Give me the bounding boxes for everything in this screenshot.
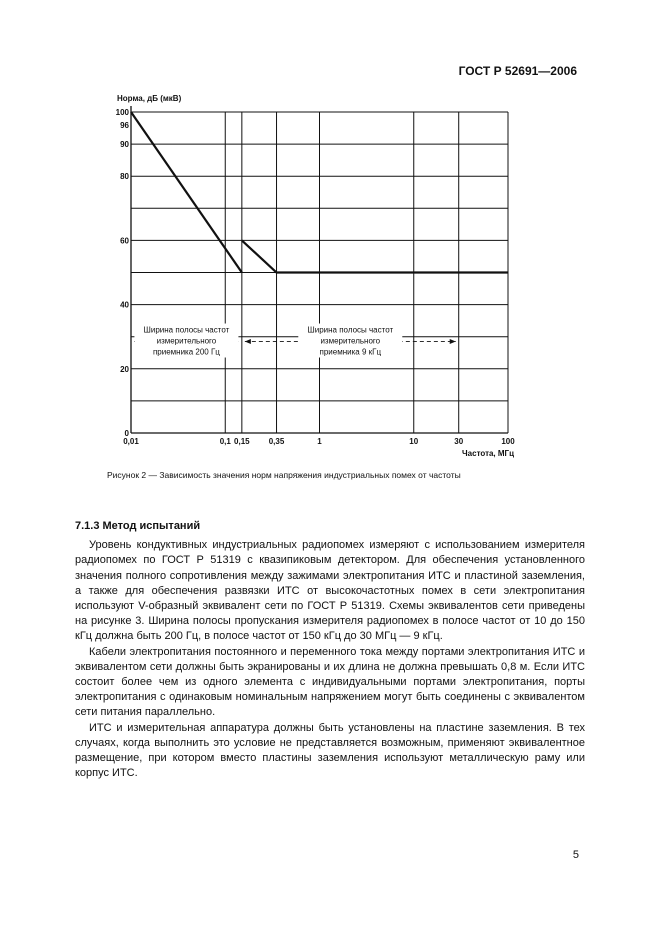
y-tick-label: 90 xyxy=(120,140,129,150)
page-number: 5 xyxy=(572,849,579,861)
paragraph: Кабели электропитания постоянного и переменного тока между портами электропитания ИТС и эквивалентом сети должны быть экранированы и их длина не должна превышать 0,8 м. Если ИТС состоит более чем из одного элемента с индивидуальными портами электропитания, порты электропитания с одинаковым номинальным напряжением могут быть соединены с эквивалентом сети питания параллельно. xyxy=(75,645,585,719)
section-7-1-3 xyxy=(75,519,585,781)
y-tick-label: 80 xyxy=(120,172,129,182)
y-tick-label: 20 xyxy=(120,364,129,374)
x-axis-label: Частота, МГц xyxy=(462,449,514,458)
paragraph: ИТС и измерительная аппаратура должны быть установлены на пластине заземления. В тех случаях, когда выполнить это условие не представляется возможным, применяют эквивалентное размещение, при котором вместо пластины заземления используют металлическую раму или корпус ИТС. xyxy=(75,721,585,780)
tick-label-layer xyxy=(116,108,516,446)
x-tick-label: 1 xyxy=(317,437,322,446)
x-tick-label: 0,1 xyxy=(219,437,231,446)
y-tick-label: 0 xyxy=(124,429,129,438)
x-tick-label: 10 xyxy=(409,437,419,446)
standard-code: ГОСТ Р 52691—2006 xyxy=(458,64,577,78)
x-tick-label: 0,35 xyxy=(268,437,285,446)
x-tick-label: 0,15 xyxy=(234,437,250,446)
annotation-arrowhead-left xyxy=(245,339,251,344)
annotation-text: измерительного xyxy=(320,336,381,346)
annotation-arrowhead-right xyxy=(450,339,456,344)
annotation-text: приемника 200 Гц xyxy=(152,347,220,357)
annotation-text: Ширина полосы частот xyxy=(143,325,230,335)
annotation-text: приемника 9 кГц xyxy=(319,347,382,357)
annotation-layer xyxy=(134,324,456,358)
section-title: 7.1.3 Метод испытаний xyxy=(75,520,201,532)
paragraph: Уровень кондуктивных индустриальных радиопомех измеряют с использованием измерителя радиопомех по ГОСТ Р 51319 с квазипиковым детектором. Для обеспечения установленного значения полного сопротивления между зажимами электропитания ИТС и пластиной заземления, а также для обеспечения развязки ИТС от высокочастотных помех в сети электропитания используют V-образный эквивалент сети по ГОСТ Р 51319. Схемы эквивалентов сети приведены на рисунке 3. Ширина полосы пропускания измерителя радиопомех в полосе частот от 10 до 150 кГц должна быть 200 Гц, в полосе частот от 150 кГц до 30 МГц — 9 кГц. xyxy=(75,539,585,643)
y-tick-label: 96 xyxy=(120,120,129,130)
annotation-text: Ширина полосы частот xyxy=(307,325,394,335)
y-tick-label: 40 xyxy=(120,300,129,310)
annotation-text: измерительного xyxy=(156,336,217,346)
series-line xyxy=(242,240,508,272)
x-tick-label: 30 xyxy=(454,437,464,446)
x-tick-label: 100 xyxy=(501,437,515,446)
y-tick-label: 100 xyxy=(115,108,129,117)
y-axis-label: Норма, дБ (мкВ) xyxy=(117,94,182,103)
y-tick-label: 60 xyxy=(120,236,129,246)
figure-caption: Рисунок 2 — Зависимость значения норм напряжения индустриальных помех от частоты xyxy=(107,470,461,480)
x-tick-label: 0,01 xyxy=(123,437,139,446)
